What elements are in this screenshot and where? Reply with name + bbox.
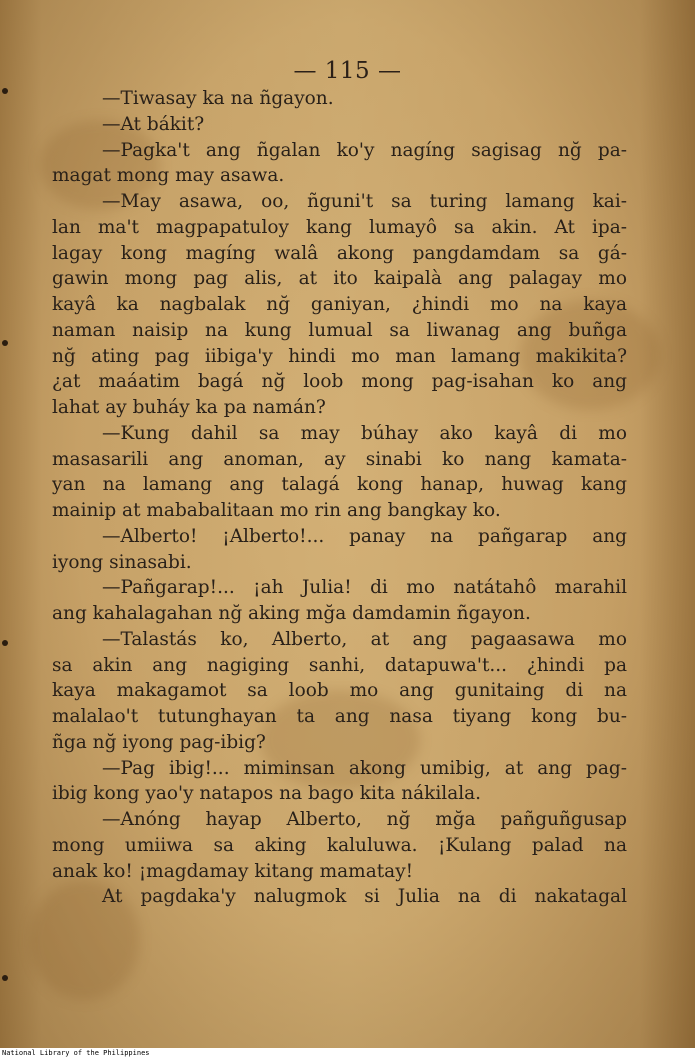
text-line: —May asawa, oo, ñguni't sa turing lamang kai- bbox=[102, 191, 627, 212]
text-line: lan ma't magpapatuloy kang lumayô sa akin. At ipa- bbox=[52, 216, 627, 238]
text-line: kaya makagamot sa loob mo ang gunitaing di na bbox=[52, 680, 627, 702]
text-line: iyong sinasabi. bbox=[52, 551, 192, 573]
text-line: —Pañgarap!... ¡ah Julia! di mo natátahô marahil bbox=[102, 577, 627, 599]
text-line: naman naisip na kung lumual sa liwanag ang buñga bbox=[52, 319, 627, 341]
margin-mark bbox=[2, 340, 8, 346]
text-line: ang kahalagahan nğ aking mğa damdamin ñgayon. bbox=[52, 603, 531, 624]
text-line: —Pag ibig!... miminsan akong umibig, at ang pag- bbox=[102, 757, 627, 779]
text-line: gawin mong pag alis, at ito kaipalà ang palagay mo bbox=[52, 268, 627, 290]
margin-mark bbox=[2, 88, 8, 94]
text-line: ¿at maáatim bagá nğ loob mong pag-isahan ko ang bbox=[52, 371, 627, 393]
text-line: lagay kong magíng walâ akong pangdamdam sa gá- bbox=[52, 242, 627, 264]
text-line: malalao't tutunghayan ta ang nasa tiyang kong bu- bbox=[52, 706, 627, 727]
text-line: —Pagka't ang ñgalan ko'y nagíng sagisag nğ pa- bbox=[102, 139, 627, 161]
text-line: kayâ ka nagbalak nğ ganiyan, ¿hindi mo na kaya bbox=[52, 294, 627, 315]
text-line: —Kung dahil sa may búhay ako kayâ di mo bbox=[102, 422, 627, 444]
text-line: nğ ating pag iibiga'y hindi mo man lamang makikita? bbox=[52, 345, 627, 367]
text-line: —Alberto! ¡Alberto!... panay na pañgarap ang bbox=[102, 525, 627, 547]
margin-mark bbox=[2, 640, 8, 646]
text-line: —Talastás ko, Alberto, at ang pagaasawa mo bbox=[102, 628, 627, 650]
text-line: ñga nğ iyong pag-ibig? bbox=[52, 731, 266, 753]
text-line: lahat ay buháy ka pa namán? bbox=[52, 397, 326, 418]
library-credit: National Library of the Philippines bbox=[0, 1048, 695, 1058]
body-text bbox=[52, 86, 627, 910]
text-line: mong umiiwa sa aking kaluluwa. ¡Kulang palad na bbox=[52, 834, 627, 856]
text-line: —At bákit? bbox=[102, 113, 205, 135]
text-line: masasarili ang anoman, ay sinabi ko nang kamata- bbox=[52, 448, 627, 470]
text-line: yan na lamang ang talagá kong hanap, huwag kang bbox=[52, 474, 627, 496]
text-line: sa akin ang nagiging sanhi, datapuwa't... ¿hindi pa bbox=[52, 654, 627, 676]
text-line: anak ko! ¡magdamay kitang mamatay! bbox=[52, 860, 414, 882]
text-line: mainip at mababalitaan mo rin ang bangkay ko. bbox=[52, 500, 501, 521]
page-number: — 115 — bbox=[293, 58, 402, 84]
text-line: magat mong may asawa. bbox=[52, 165, 285, 187]
text-line: ibig kong yao'y natapos na bago kita nákilala. bbox=[52, 783, 482, 805]
text-line: At pagdaka'y nalugmok si Julia na di nakatagal bbox=[102, 886, 627, 908]
margin-mark bbox=[2, 975, 8, 981]
text-line: —Tiwasay ka na ñgayon. bbox=[102, 88, 334, 109]
text-line: —Anóng hayap Alberto, nğ mğa pañguñgusap bbox=[102, 809, 627, 830]
